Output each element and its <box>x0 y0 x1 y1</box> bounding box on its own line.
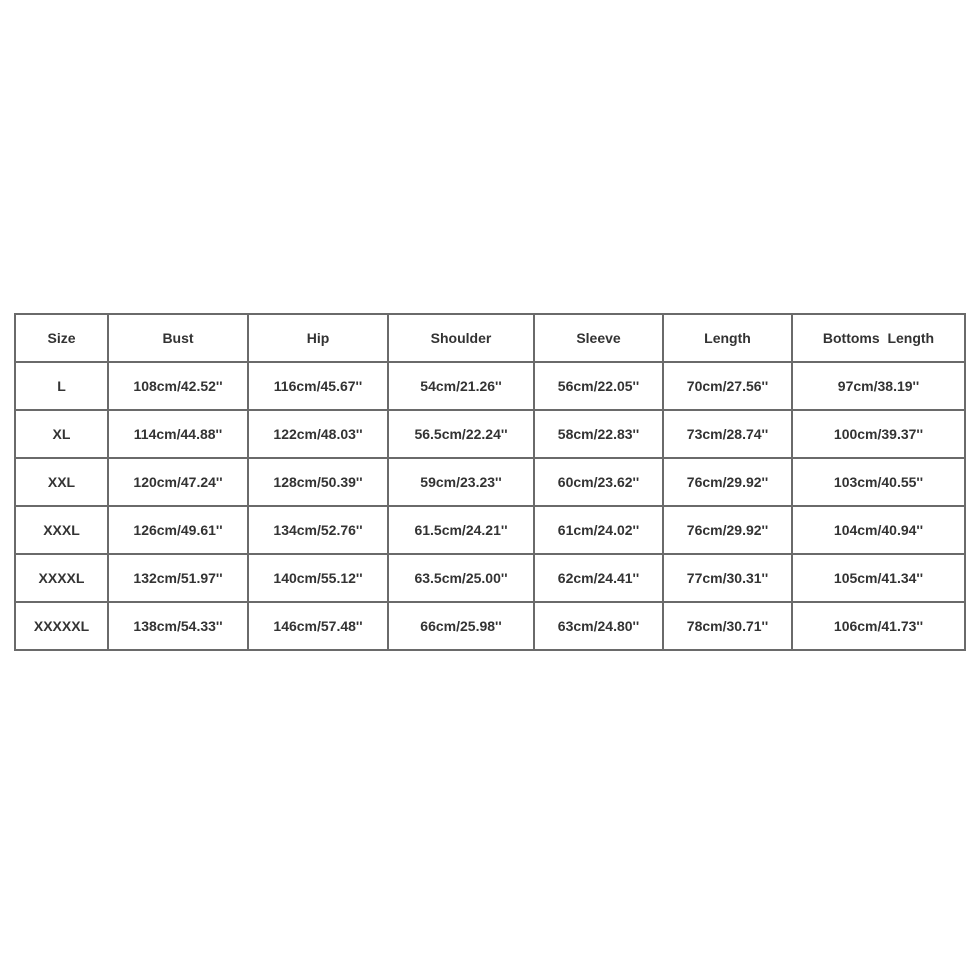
cell-shoulder: 56.5cm/22.24'' <box>388 410 534 458</box>
cell-hip: 116cm/45.67'' <box>248 362 388 410</box>
cell-sleeve: 56cm/22.05'' <box>534 362 663 410</box>
cell-size: XXXL <box>15 506 108 554</box>
cell-bust: 114cm/44.88'' <box>108 410 248 458</box>
cell-sleeve: 63cm/24.80'' <box>534 602 663 650</box>
cell-bottoms-length: 106cm/41.73'' <box>792 602 965 650</box>
cell-sleeve: 62cm/24.41'' <box>534 554 663 602</box>
cell-bottoms-length: 97cm/38.19'' <box>792 362 965 410</box>
cell-bust: 120cm/47.24'' <box>108 458 248 506</box>
header-hip: Hip <box>248 314 388 362</box>
header-row <box>15 314 965 362</box>
cell-hip: 134cm/52.76'' <box>248 506 388 554</box>
table-row <box>15 362 965 410</box>
cell-hip: 122cm/48.03'' <box>248 410 388 458</box>
size-chart-table <box>14 313 966 651</box>
header-sleeve: Sleeve <box>534 314 663 362</box>
cell-bust: 108cm/42.52'' <box>108 362 248 410</box>
header-length: Length <box>663 314 792 362</box>
header-bottoms-length: Bottoms Length <box>792 314 965 362</box>
header-shoulder: Shoulder <box>388 314 534 362</box>
cell-sleeve: 58cm/22.83'' <box>534 410 663 458</box>
cell-size: XL <box>15 410 108 458</box>
cell-length: 76cm/29.92'' <box>663 506 792 554</box>
cell-shoulder: 54cm/21.26'' <box>388 362 534 410</box>
cell-sleeve: 60cm/23.62'' <box>534 458 663 506</box>
cell-bust: 138cm/54.33'' <box>108 602 248 650</box>
cell-bust: 132cm/51.97'' <box>108 554 248 602</box>
header-bust: Bust <box>108 314 248 362</box>
cell-length: 78cm/30.71'' <box>663 602 792 650</box>
table-row <box>15 506 965 554</box>
cell-sleeve: 61cm/24.02'' <box>534 506 663 554</box>
cell-shoulder: 66cm/25.98'' <box>388 602 534 650</box>
table-row <box>15 458 965 506</box>
header-size: Size <box>15 314 108 362</box>
cell-bottoms-length: 100cm/39.37'' <box>792 410 965 458</box>
cell-hip: 128cm/50.39'' <box>248 458 388 506</box>
cell-bottoms-length: 105cm/41.34'' <box>792 554 965 602</box>
cell-shoulder: 59cm/23.23'' <box>388 458 534 506</box>
table-row <box>15 602 965 650</box>
cell-shoulder: 61.5cm/24.21'' <box>388 506 534 554</box>
table-row <box>15 410 965 458</box>
cell-length: 73cm/28.74'' <box>663 410 792 458</box>
cell-bottoms-length: 103cm/40.55'' <box>792 458 965 506</box>
cell-size: L <box>15 362 108 410</box>
cell-bust: 126cm/49.61'' <box>108 506 248 554</box>
cell-size: XXXXXL <box>15 602 108 650</box>
cell-length: 70cm/27.56'' <box>663 362 792 410</box>
cell-shoulder: 63.5cm/25.00'' <box>388 554 534 602</box>
cell-length: 76cm/29.92'' <box>663 458 792 506</box>
cell-bottoms-length: 104cm/40.94'' <box>792 506 965 554</box>
cell-hip: 140cm/55.12'' <box>248 554 388 602</box>
cell-hip: 146cm/57.48'' <box>248 602 388 650</box>
cell-size: XXL <box>15 458 108 506</box>
cell-length: 77cm/30.31'' <box>663 554 792 602</box>
table-row <box>15 554 965 602</box>
cell-size: XXXXL <box>15 554 108 602</box>
